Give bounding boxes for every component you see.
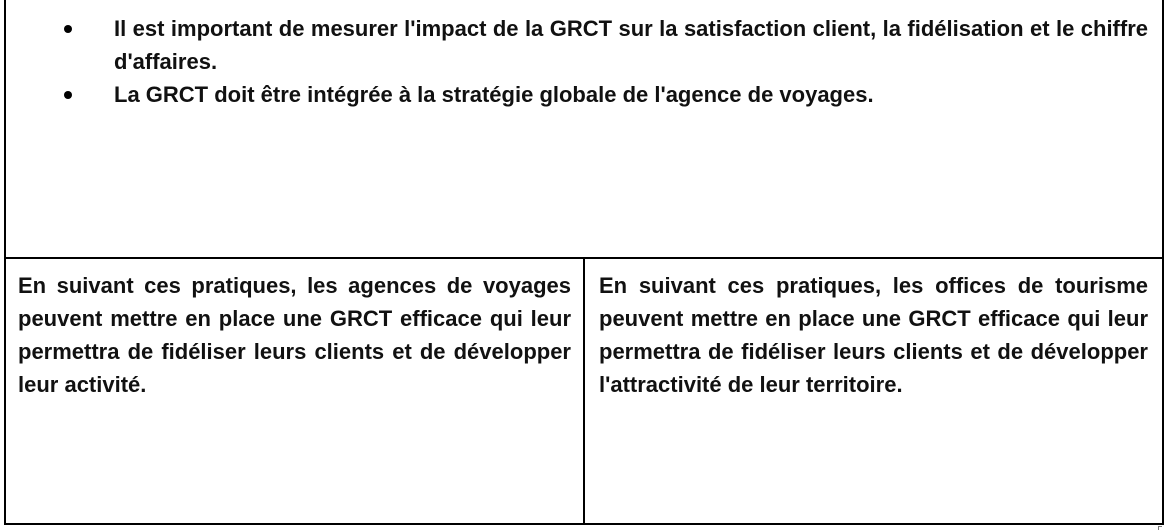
offices-paragraph: En suivant ces pratiques, les offices de tourisme peuvent mettre en place une GRCT efficace qui leur permettra de fidéliser leurs clients et de développer l'attractivité de leur territoire.: [599, 273, 1148, 397]
page-corner-mark: [1158, 526, 1162, 530]
bullet-item: [6, 12, 1148, 78]
document-table: [4, 0, 1164, 525]
cell-agences-de-voyages: [5, 258, 584, 524]
merged-cell-top: [5, 0, 1163, 258]
bullet-item: [6, 78, 1148, 111]
bullet-dot-icon: [64, 25, 72, 33]
bullet-item-text: Il est important de mesurer l'impact de la GRCT sur la satisfaction client, la fidélisation et le chiffre d'affaires.: [114, 16, 1148, 74]
cell-offices-de-tourisme: [584, 258, 1163, 524]
table-row-bottom: [5, 258, 1163, 524]
table-row-top: [5, 0, 1163, 258]
bullet-dot-icon: [64, 91, 72, 99]
bullet-list: [6, 0, 1162, 111]
agences-paragraph: En suivant ces pratiques, les agences de voyages peuvent mettre en place une GRCT efficace qui leur permettra de fidéliser leurs clients et de développer leur activité.: [18, 273, 571, 397]
bullet-item-text: La GRCT doit être intégrée à la stratégie globale de l'agence de voyages.: [114, 82, 874, 107]
